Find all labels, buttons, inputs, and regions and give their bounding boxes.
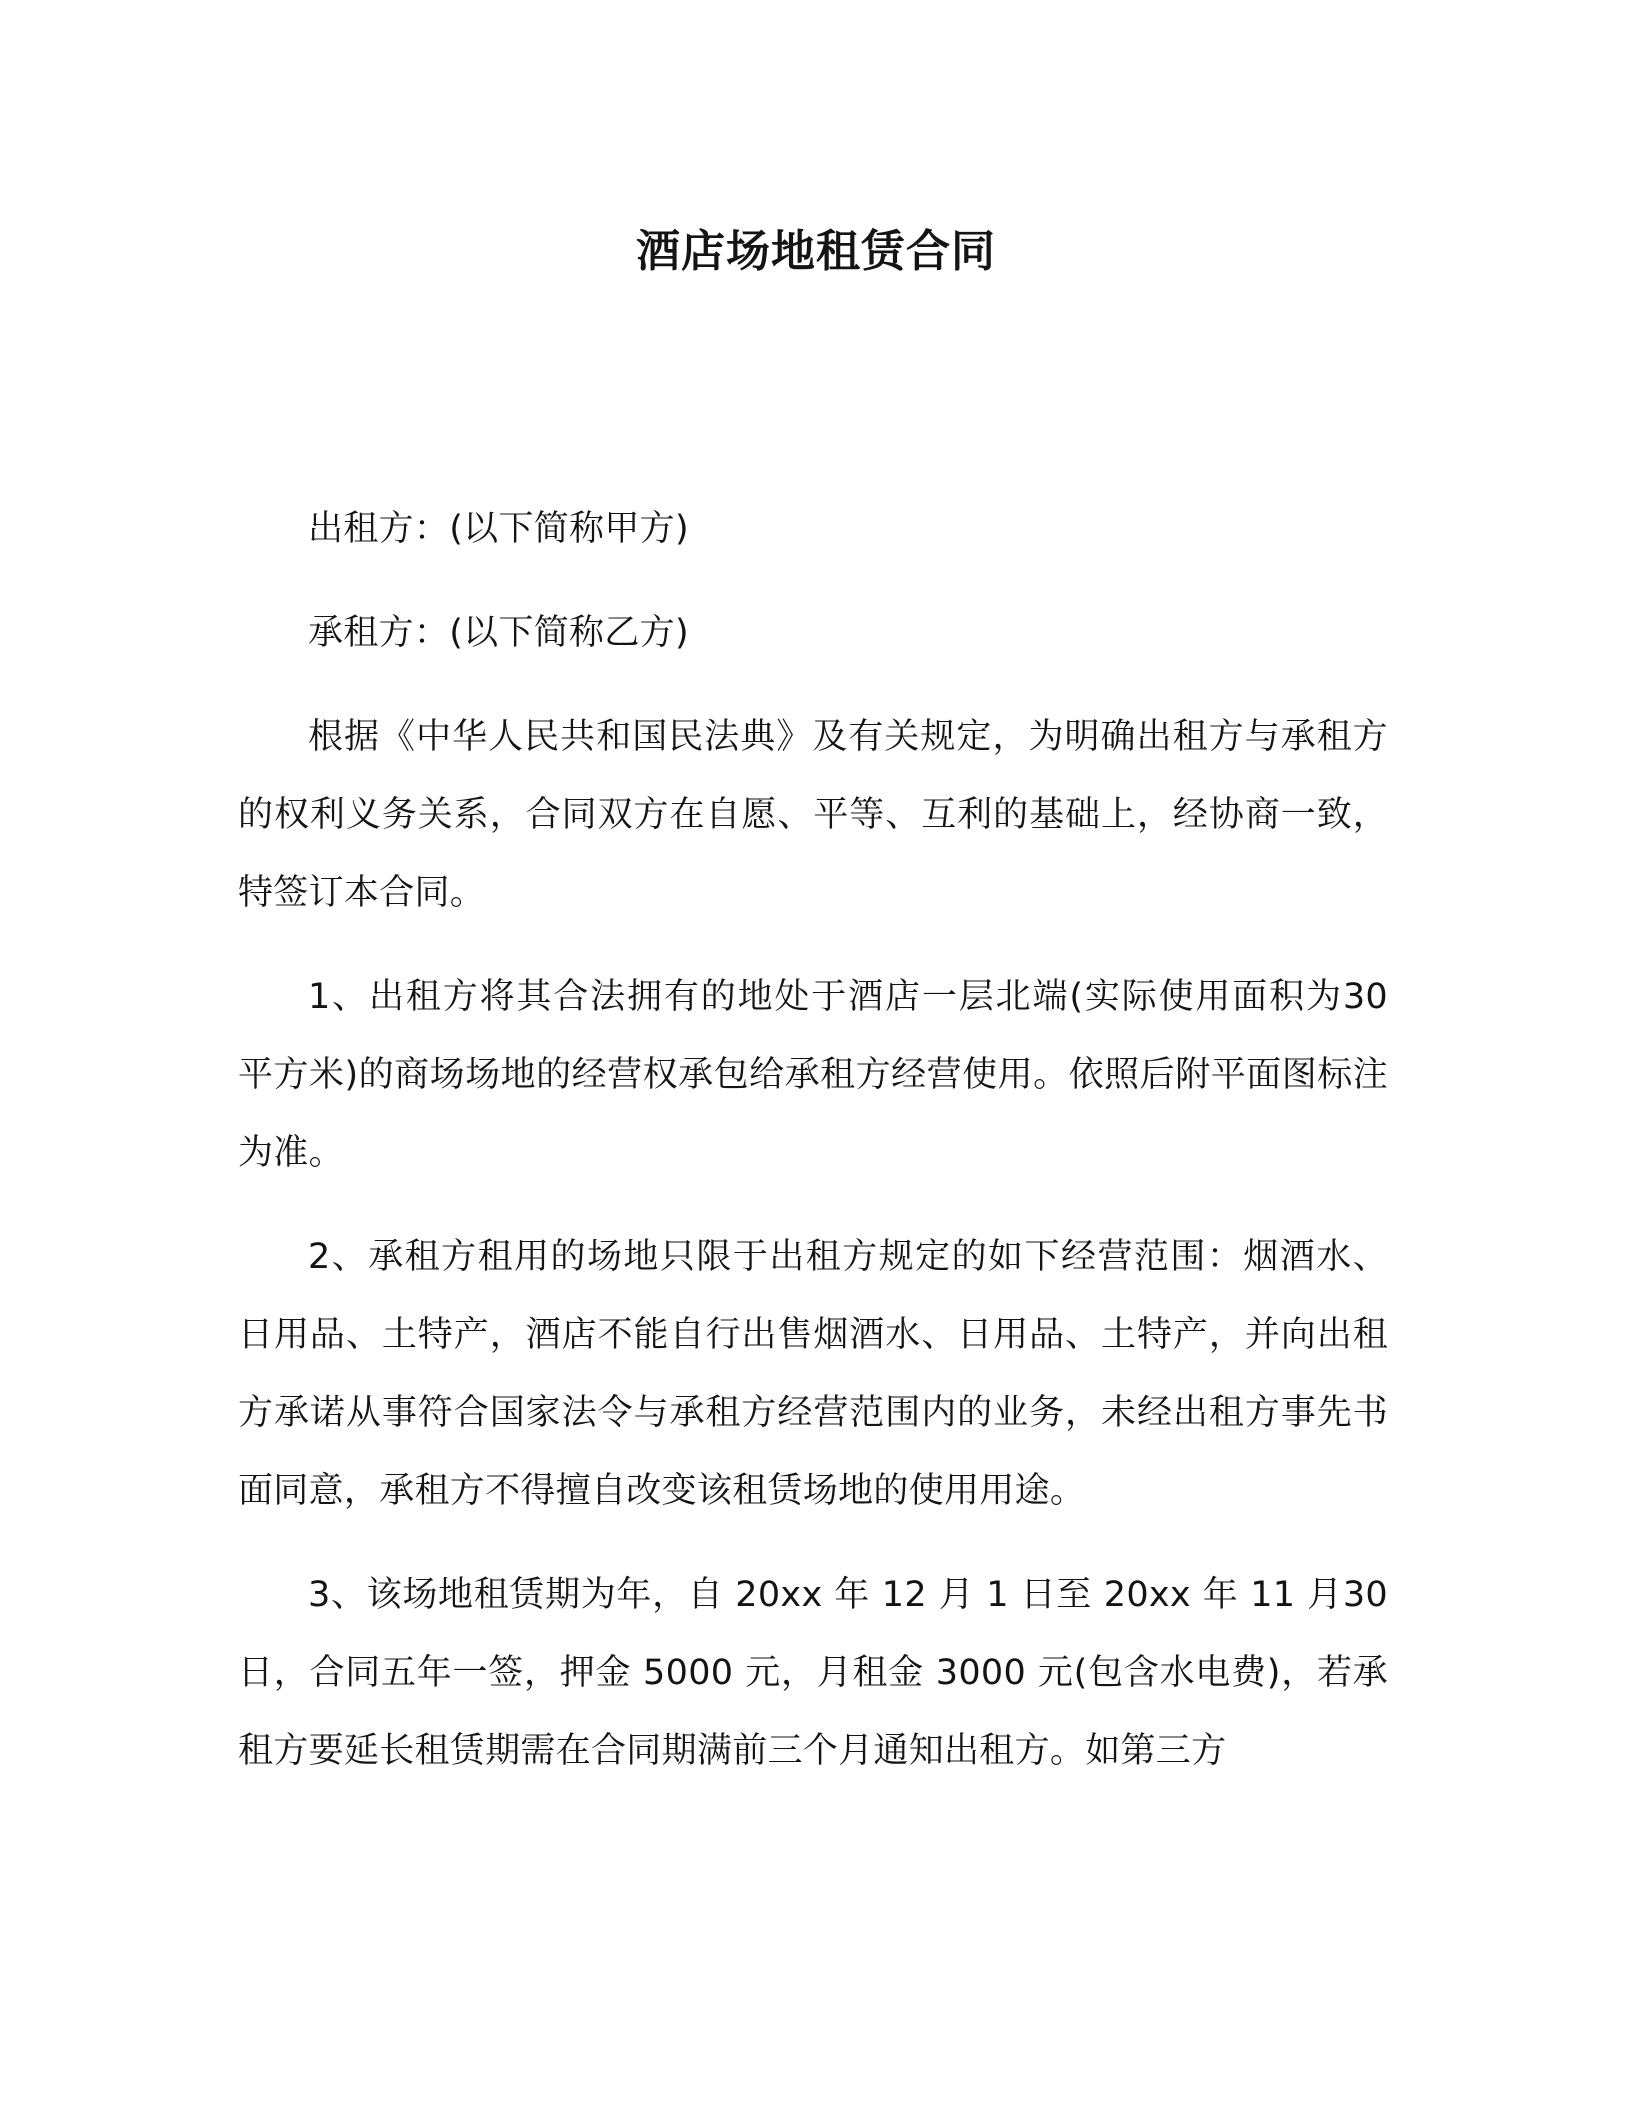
paragraph-clause-3: 3、该场地租赁期为年，自 20xx 年 12 月 1 日至 20xx 年 11 月30 日，合同五年一签，押金 5000 元，月租金 3000 元(包含水电费)，若承租方要延长租赁期需在合同期满前三个月通知出租方。如第三方 — [238, 1575, 1388, 1771]
document-body — [238, 490, 1388, 1816]
document-title: 酒店场地租赁合同 — [636, 226, 996, 277]
paragraph-lessee: 承租方：(以下简称乙方) — [308, 613, 689, 653]
paragraph-clause-2: 2、承租方租用的场地只限于出租方规定的如下经营范围：烟酒水、日用品、土特产，酒店不能自行出售烟酒水、日用品、土特产，并向出租方承诺从事符合国家法令与承租方经营范围内的业务，未经出租方事先书面同意，承租方不得擅自改变该租赁场地的使用用途。 — [238, 1237, 1388, 1511]
paragraph-lessor: 出租方：(以下简称甲方) — [308, 509, 689, 549]
paragraph-clause-1: 1、出租方将其合法拥有的地处于酒店一层北端(实际使用面积为30 平方米)的商场场地的经营权承包给承租方经营使用。依照后附平面图标注为准。 — [238, 977, 1388, 1173]
paragraph-preamble: 根据《中华人民共和国民法典》及有关规定，为明确出租方与承租方的权利义务关系，合同双方在自愿、平等、互利的基础上，经协商一致，特签订本合同。 — [238, 717, 1388, 913]
